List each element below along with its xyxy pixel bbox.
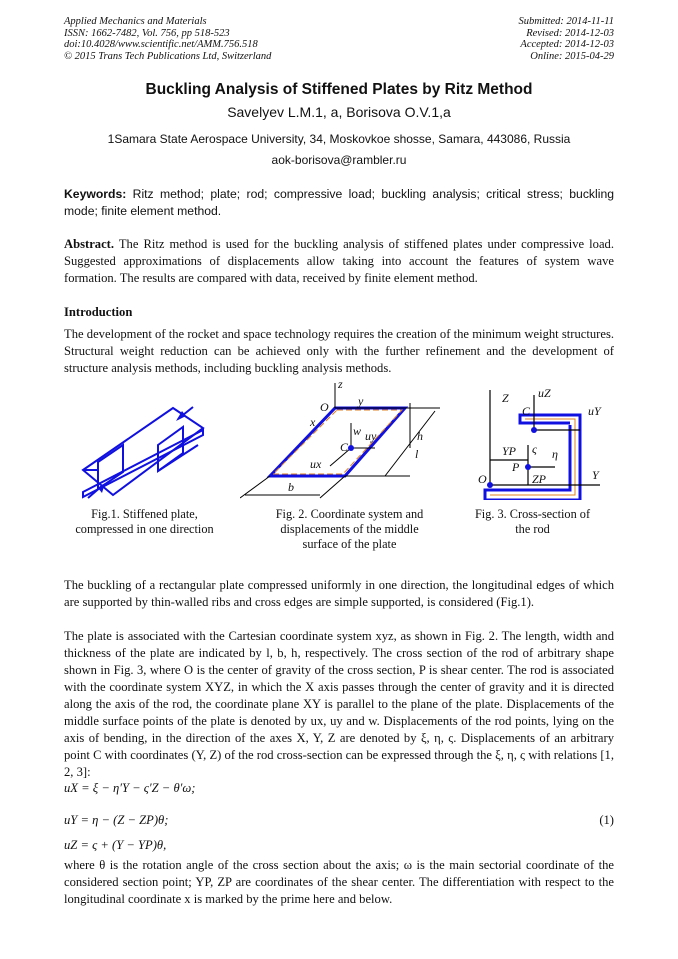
keywords-text: Ritz method; plate; rod; compressive load; buckling analysis; critical stress; buckling mode; finite element method. [64, 187, 614, 218]
label-ux: ux [310, 457, 322, 471]
label-uz: uZ [538, 386, 551, 400]
figure-1-caption: Fig.1. Stiffened plate, compressed in one direction [75, 507, 214, 536]
abstract [64, 236, 614, 287]
origin-label: O [478, 472, 487, 486]
online-date: Online: 2015-04-29 [530, 50, 614, 62]
label-yp: YP [502, 444, 517, 458]
label-w: w [353, 424, 362, 438]
figure-2-caption: Fig. 2. Coordinate system and displacements of the middle surface of the plate [275, 507, 424, 551]
paper-title: Buckling Analysis of Stiffened Plates by Ritz Method [145, 81, 533, 98]
paragraph-coordinates: The plate is associated with the Cartesian coordinate system xyz, as shown in Fig. 2. The length, width and thickness of the plate are indicated by l, b, h, respectively. The cross section of the rod of arbitrary shape shown in Fig. 3, where O is the center of gravity of the cross section, P is shear center. The rod is associated with the coordinate system XYZ, in which the X axis passes through the center of gravity and it is directed along the axis of the rod, the coordinate plane XY is parallel to the plane of the plate. Displacements of the middle surface points of the plate is denoted by ux, uy and w. Displacements of the rod points, lying on the axis of bending, in the direction of the axes X, Y, Z are denoted by ξ, η, ς. Displacements of an arbitrary point C with coordinates (Y, Z) of the rod cross-section can be expressed through the ξ, η, ς with relations [1, 2, 3]: [64, 629, 614, 779]
doi: doi:10.4028/www.scientific.net/AMM.756.518 [64, 39, 258, 50]
submitted-date: Submitted: 2014-11-11 [518, 16, 614, 27]
label-b: b [288, 480, 294, 494]
axis-label-z: Z [502, 391, 509, 405]
label-zp: ZP [532, 472, 547, 486]
authors: Savelyev L.M.1, a, Borisova O.V.1,a [227, 104, 451, 120]
accepted-date: Accepted: 2014-12-03 [520, 39, 614, 50]
abstract-label: Abstract. [64, 237, 115, 251]
intro-paragraph: The development of the rocket and space technology requires the creation of the minimum weight structures. Structural weight reduction can be achieved only with the further refinement and the development of structure analysis methods, including buckling analysis methods. [64, 327, 614, 375]
axis-label-x: x [310, 415, 316, 429]
dates [518, 16, 614, 62]
figure-3-cross-section [470, 385, 610, 500]
equation-ux: uX = ξ − η′Y − ς′Z − θ′ω; [64, 781, 196, 795]
label-uy: uY [588, 404, 601, 418]
label-l: l [415, 447, 419, 461]
figure-2-coordinate-system [240, 378, 455, 503]
shear-center-label: P [512, 460, 520, 474]
revised-date: Revised: 2014-12-03 [526, 27, 614, 39]
point-label-c: C [522, 404, 531, 418]
equation-uz: uZ = ς + (Y − YP)θ, [64, 838, 167, 852]
figure-3-caption: Fig. 3. Cross-section of the rod [474, 507, 591, 536]
figure-1-stiffened-plate [78, 405, 213, 505]
axis-label-z: z [338, 378, 343, 391]
email[interactable]: aok-borisova@rambler.ru [271, 153, 407, 167]
journal-name: Applied Mechanics and Materials [64, 16, 207, 27]
axis-label-y: Y [592, 468, 599, 482]
label-eta: η [552, 447, 558, 461]
issn: ISSN: 1662-7482, Vol. 756, pp 518-523 [64, 27, 230, 39]
journal-info [64, 16, 271, 62]
equation-uy: uY = η − (Z − ZP)θ; [64, 813, 169, 827]
copyright: © 2015 Trans Tech Publications Ltd, Switzerland [64, 50, 272, 62]
axis-label-y: y [358, 394, 364, 408]
label-uy: uy [365, 429, 377, 443]
label-h: h [417, 429, 423, 443]
affiliation: 1Samara State Aerospace University, 34, Moskovkoe shosse, Samara, 443086, Russia [107, 132, 571, 146]
keywords-label: Keywords: [64, 187, 127, 201]
keywords [64, 186, 614, 220]
abstract-text: The Ritz method is used for the buckling analysis of stiffened plates under compressive load. Suggested approximations of displacements allow taking into account the features of system wave formation. The results are compared with data, received by finite element method. [64, 237, 614, 285]
paragraph-problem: The buckling of a rectangular plate compressed uniformly in one direction, the longitudinal edges of which are supported by thin-walled ribs and cross edges are simple supported, is considered (Fig.1). [64, 578, 614, 609]
point-label-c: C [340, 440, 349, 454]
label-zeta: ς [532, 442, 537, 456]
paragraph-notation: where θ is the rotation angle of the cross section about the axis; ω is the main sectorial coordinate of the considered section point; YP, ZP are coordinates of the shear center. The differentiation with respect to the longitudinal coordinate x is marked by the prime here and below. [64, 858, 614, 906]
equation-number: (1) [599, 813, 614, 827]
section-heading-introduction: Introduction [64, 305, 133, 319]
origin-label: O [320, 400, 329, 414]
